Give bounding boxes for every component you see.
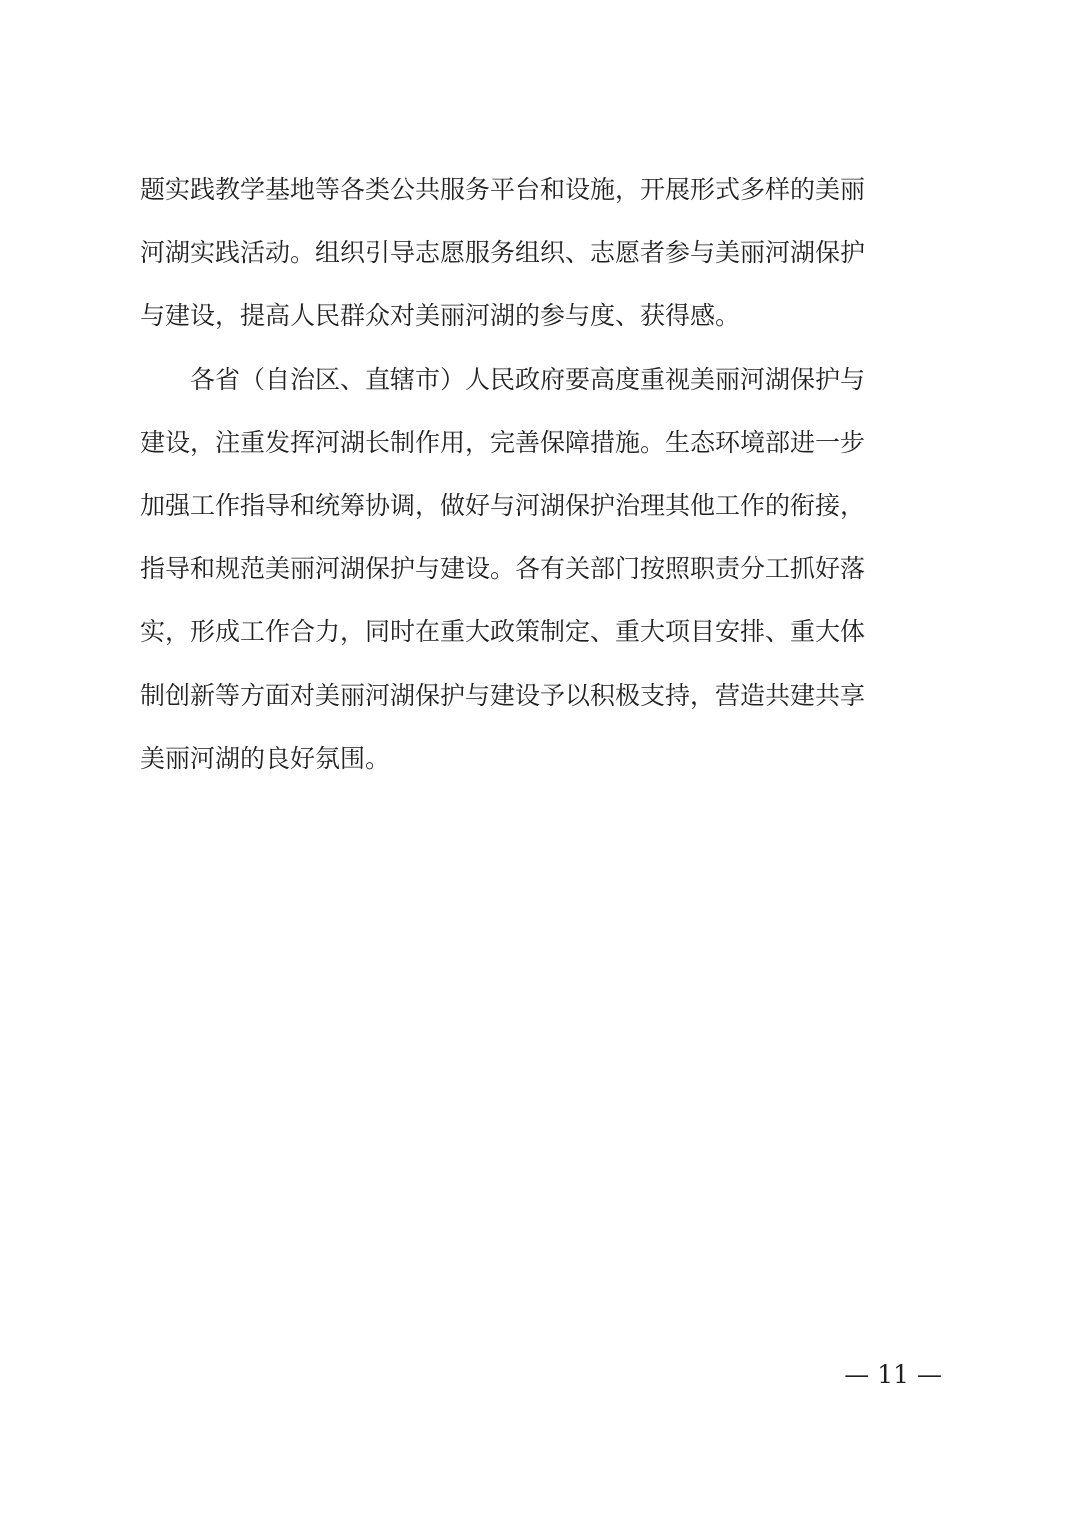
document-body — [140, 158, 940, 790]
paragraph-line: 题实践教学基地等各类公共服务平台和设施，开展形式多样的美丽 — [140, 175, 866, 204]
page-number: — 11 — — [844, 1360, 942, 1389]
paragraph-line: 河湖实践活动。组织引导志愿服务组织、志愿者参与美丽河湖保护 — [140, 238, 866, 268]
paragraph-line: 指导和规范美丽河湖保护与建设。各有关部门按照职责分工抓好落 — [140, 554, 866, 584]
paragraph-line: 建设，注重发挥河湖长制作用，完善保障措施。生态环境部进一步 — [140, 427, 866, 457]
paragraph-line: 加强工作指导和统筹协调，做好与河湖保护治理其他工作的衔接， — [140, 490, 866, 520]
paragraph-line: 实，形成工作合力，同时在重大政策制定、重大项目安排、重大体 — [140, 617, 866, 647]
paragraph-line: 各省（自治区、直辖市）人民政府要高度重视美丽河湖保护与 — [140, 364, 866, 394]
paragraph-line: 美丽河湖的良好氛围。 — [140, 743, 391, 773]
paragraph-line: 与建设，提高人民群众对美丽河湖的参与度、获得感。 — [140, 301, 741, 331]
paragraph-line: 制创新等方面对美丽河湖保护与建设予以积极支持，营造共建共享 — [140, 680, 866, 710]
